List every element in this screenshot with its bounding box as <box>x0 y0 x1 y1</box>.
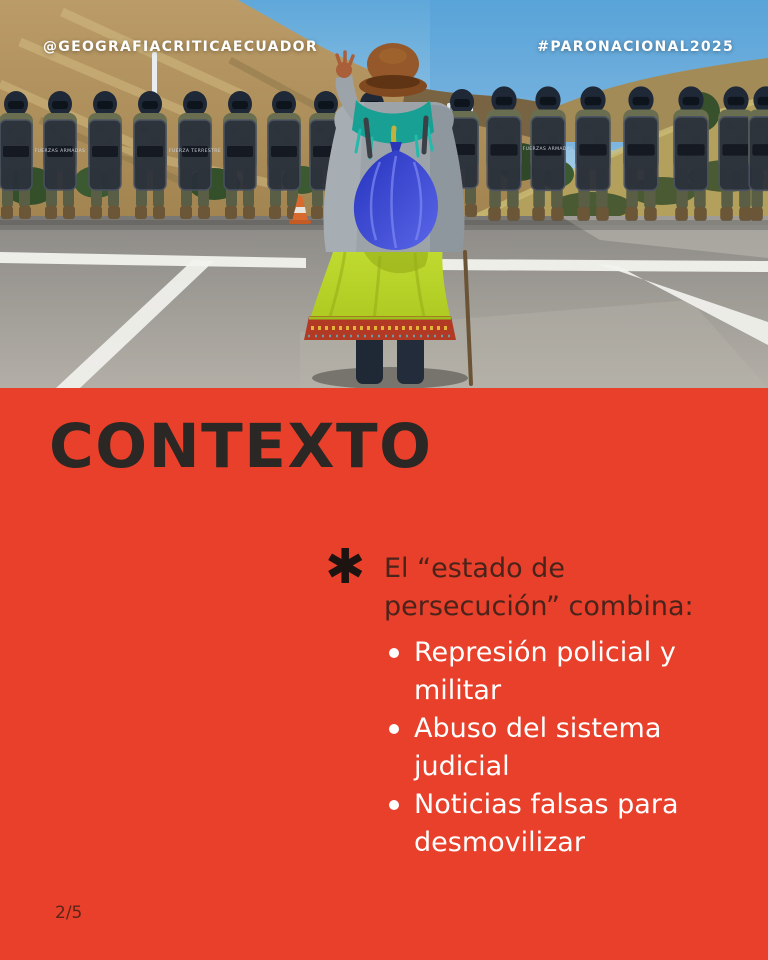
shield-text: FUERZAS ARMADAS <box>522 147 574 152</box>
protest-photo-illustration <box>0 0 768 388</box>
bullet-item: Noticias falsas para desmovilizar <box>385 786 719 862</box>
person-shadow <box>312 367 468 388</box>
page-title: CONTEXTO <box>49 411 433 482</box>
asterisk-icon: ✱ <box>325 539 366 595</box>
bullet-list <box>385 634 719 862</box>
road-line-right <box>436 259 768 272</box>
intro-text: El “estado de persecución” combina: <box>384 553 694 622</box>
account-handle: @GEOGRAFIACRITICAECUADOR <box>43 39 318 55</box>
hashtag: #PARONACIONAL2025 <box>537 39 734 55</box>
shield-text: FUERZA TERRESTRE <box>168 149 222 154</box>
page-indicator: 2/5 <box>55 903 83 923</box>
protest-photo <box>0 0 768 388</box>
bullet-item: Abuso del sistema judicial <box>385 710 719 786</box>
content-section <box>0 388 768 960</box>
shield-text: FUERZAS ARMADAS <box>34 149 86 154</box>
bullet-item: Represión policial y militar <box>385 634 719 710</box>
